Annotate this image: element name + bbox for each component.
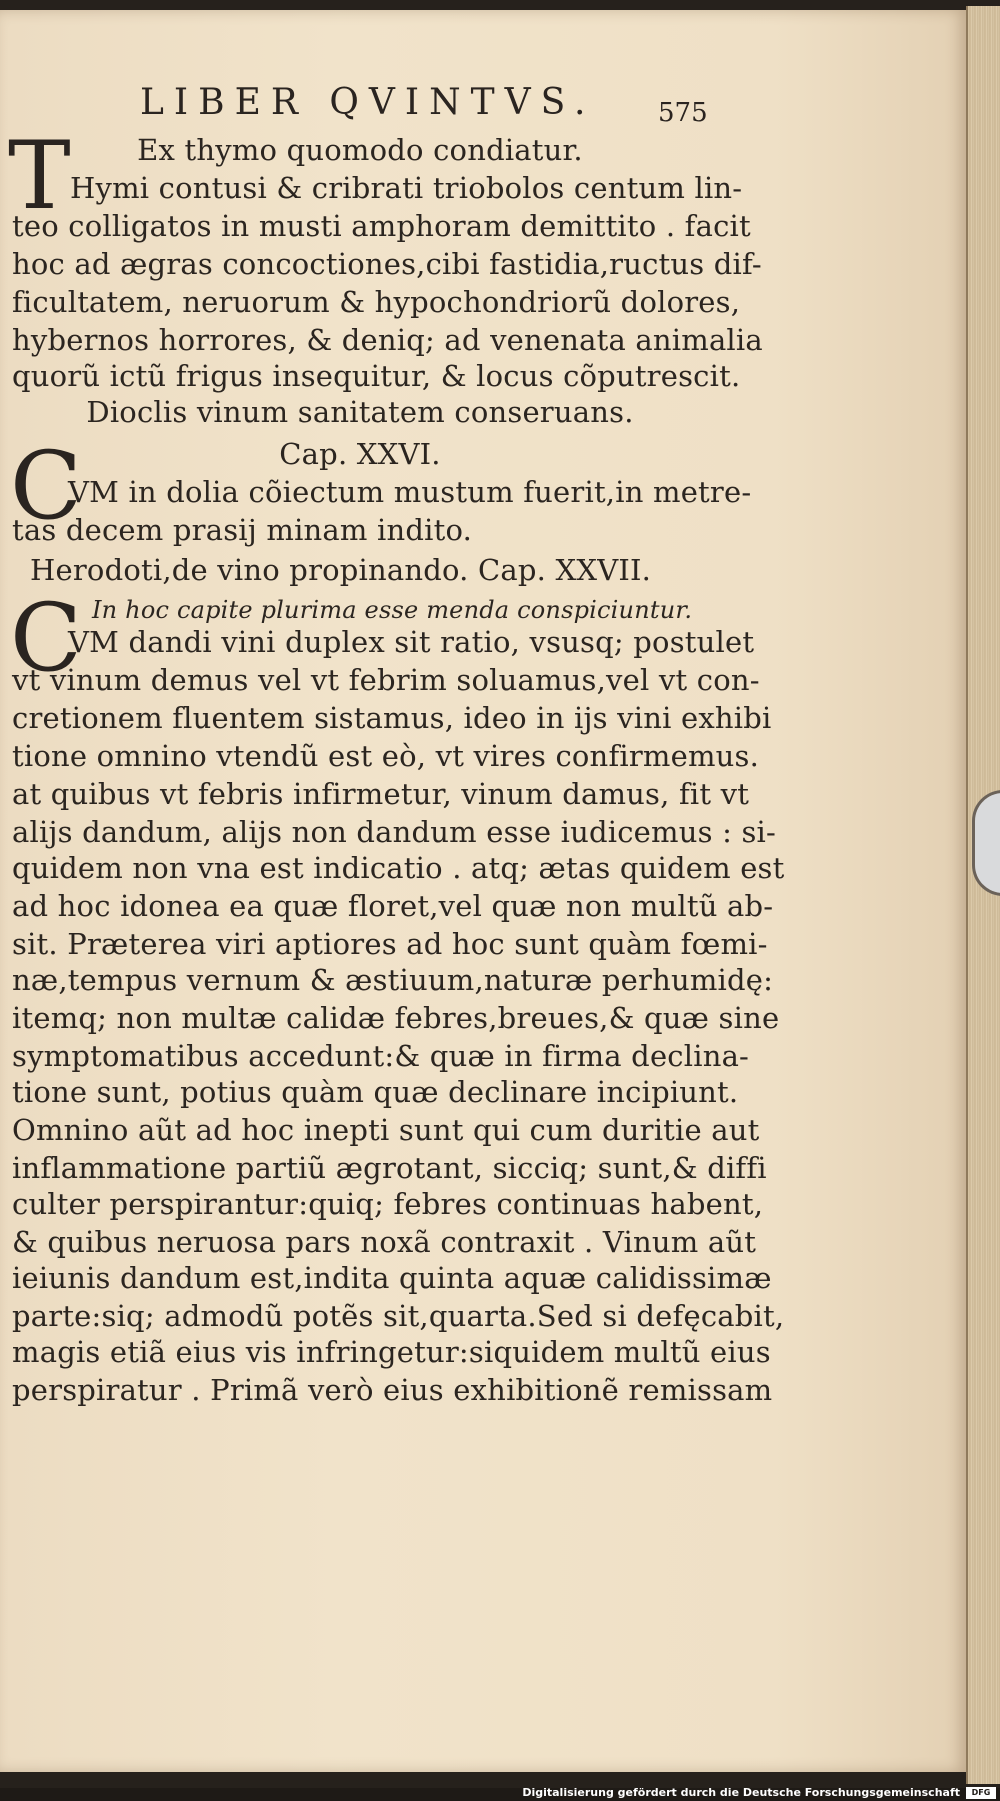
dfg-logo: DFG	[966, 1787, 996, 1799]
text-line: & quibus neruosa pars noxã contraxit . Vinum aũt	[12, 1225, 757, 1259]
text-line: teo colligatos in musti amphoram demittito . facit	[12, 209, 751, 243]
italic-note: In hoc capite plurima esse menda conspiciuntur.	[92, 596, 693, 624]
text-line: quorũ ictũ frigus insequitur, & locus cõputrescit.	[12, 359, 741, 393]
text-line: hoc ad ægras concoctiones,cibi fastidia,ructus dif-	[12, 247, 762, 281]
text-line: quidem non vna est indicatio . atq; ætas quidem est	[12, 851, 785, 885]
drop-initial-c-2: C	[10, 584, 82, 693]
text-line: inflammatione partiũ ægrotant, sicciq; sunt,& diffi	[12, 1151, 767, 1185]
heading-ex-thymo: Ex thymo quomodo condiatur.	[137, 133, 583, 167]
text-line: at quibus vt febris infirmetur, vinum damus, fit vt	[12, 777, 750, 811]
heading-cap-xxvi: Cap. XXVI.	[279, 437, 441, 471]
text-line: Omnino aũt ad hoc inepti sunt qui cum duritie aut	[12, 1113, 760, 1147]
text-line: vt vinum demus vel vt febrim soluamus,vel vt con-	[12, 663, 760, 697]
text-line: ad hoc idonea ea quæ floret,vel quæ non multũ ab-	[12, 889, 774, 923]
text-line: culter perspirantur:quiq; febres continuas habent,	[12, 1187, 764, 1221]
drop-initial-c: C	[10, 432, 82, 541]
text-line: tas decem prasij minam indito.	[12, 513, 473, 547]
text-line: Hymi contusi & cribrati triobolos centum lin-	[70, 171, 743, 205]
text-line: VM in dolia cõiectum mustum fuerit,in metre-	[68, 475, 752, 509]
text-line: alijs dandum, alijs non dandum esse iudicemus : si-	[12, 815, 777, 849]
heading-dioclis: Dioclis vinum sanitatem conseruans.	[86, 395, 634, 429]
text-line: tione sunt, potius quàm quæ declinare incipiunt.	[12, 1075, 739, 1109]
text-line: næ,tempus vernum & æstiuum,naturæ perhumidę:	[12, 963, 774, 997]
text-line: VM dandi vini duplex sit ratio, vsusq; postulet	[68, 625, 755, 659]
text-line: ficultatem, neruorum & hypochondriorũ dolores,	[12, 285, 741, 319]
page-number: 575	[658, 98, 708, 128]
drop-initial-t: T	[8, 122, 71, 231]
text-line: itemq; non multæ calidæ febres,breues,& quæ sine	[12, 1001, 780, 1035]
heading-herodoti: Herodoti,de vino propinando. Cap. XXVII.	[30, 553, 652, 587]
text-line: sit. Præterea viri aptiores ad hoc sunt quàm fœmi-	[12, 927, 768, 961]
digitization-credit: Digitalisierung gefördert durch die Deutsche Forschungsgemeinschaft	[522, 1786, 960, 1799]
text-line: hybernos horrores, & deniq; ad venenata animalia	[12, 323, 763, 357]
text-line: perspiratur . Primã verò eius exhibitionẽ remissam	[12, 1373, 773, 1407]
text-line: parte:siq; admodũ potẽs sit,quarta.Sed si defęcabit,	[12, 1299, 785, 1333]
running-head: LIBER QVINTVS.	[140, 82, 596, 123]
text-line: symptomatibus accedunt:& quæ in firma declina-	[12, 1039, 750, 1073]
text-line: ieiunis dandum est,indita quinta aquæ calidissimæ	[12, 1261, 772, 1295]
page-clip	[972, 790, 1000, 896]
text-line: tione omnino vtendũ est eò, vt vires confirmemus.	[12, 739, 760, 773]
text-line: cretionem fluentem sistamus, ideo in ijs vini exhibi	[12, 701, 772, 735]
text-line: magis etiã eius vis infringetur:siquidem multũ eius	[12, 1335, 771, 1369]
